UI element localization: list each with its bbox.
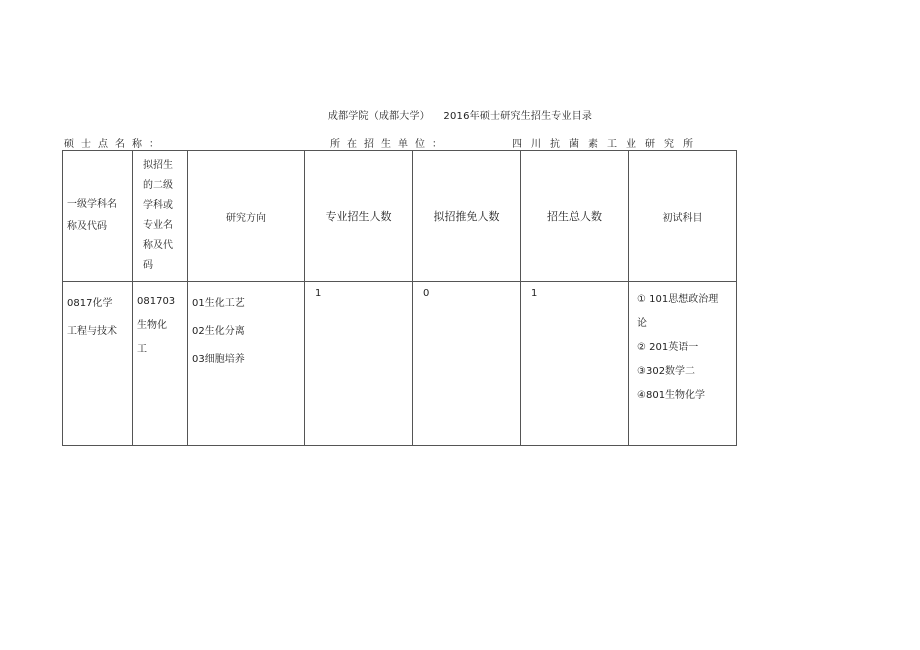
- header-second-level-discipline: [133, 151, 188, 282]
- header-text-line: 拟招生: [143, 160, 173, 171]
- exam-subject-item: ③302数学二: [637, 366, 696, 377]
- header-text-line: 称及代: [143, 240, 173, 251]
- direction-item: 02生化分离: [192, 326, 245, 337]
- header-major-enrollment: 专业招生人数: [305, 151, 413, 282]
- table-row: [63, 282, 737, 446]
- header-recommended-exempt: 拟招推免人数: [413, 151, 521, 282]
- header-research-direction: 研究方向: [188, 151, 305, 282]
- table-header-row: [63, 151, 737, 282]
- header-text-line: 码: [143, 260, 153, 271]
- exam-subject-item: 论: [637, 318, 647, 329]
- header-first-level-discipline: [63, 151, 133, 282]
- header-exam-subjects: 初试科目: [629, 151, 737, 282]
- cell-text-line: 生物化: [137, 320, 167, 331]
- header-text-line: 学科或: [143, 200, 173, 211]
- header-text-line: 称及代码: [67, 221, 107, 232]
- enrollment-unit-value: 四川抗菌素工业研究所: [512, 139, 702, 150]
- header-text-line: 专业名: [143, 220, 173, 231]
- cell-text-line: 工: [137, 344, 147, 355]
- total-enrollment-value: 1: [531, 288, 538, 299]
- cell-research-directions: [188, 282, 305, 446]
- direction-item: 01生化工艺: [192, 298, 245, 309]
- direction-item: 03细胞培养: [192, 354, 245, 365]
- cell-first-level-discipline: [63, 282, 133, 446]
- exam-subject-item: ② 201英语一: [637, 342, 699, 353]
- exam-subject-item: ④801生物化学: [637, 390, 706, 401]
- document-title: 成都学院（成都大学） 2016年硕士研究生招生专业目录: [327, 111, 593, 122]
- cell-recommended-exempt: [413, 282, 521, 446]
- recommended-exempt-value: 0: [423, 288, 430, 299]
- header-text-line: 的二级: [143, 180, 173, 191]
- cell-total-enrollment: [521, 282, 629, 446]
- cell-text-line: 0817化学: [67, 298, 113, 309]
- enrollment-unit-label: 所在招生单位：: [330, 139, 449, 150]
- cell-text-line: 工程与技术: [67, 326, 117, 337]
- cell-second-level-discipline: [133, 282, 188, 446]
- degree-point-label: 硕士点名称：: [64, 139, 166, 150]
- cell-exam-subjects: [629, 282, 737, 446]
- header-total-enrollment: 招生总人数: [521, 151, 629, 282]
- exam-subject-item: ① 101思想政治理: [637, 294, 719, 305]
- enrollment-catalog-table: [62, 150, 737, 446]
- cell-text-line: 081703: [137, 296, 176, 307]
- header-text-line: 一级学科名: [67, 199, 117, 210]
- cell-major-enrollment: [305, 282, 413, 446]
- major-enrollment-value: 1: [315, 288, 322, 299]
